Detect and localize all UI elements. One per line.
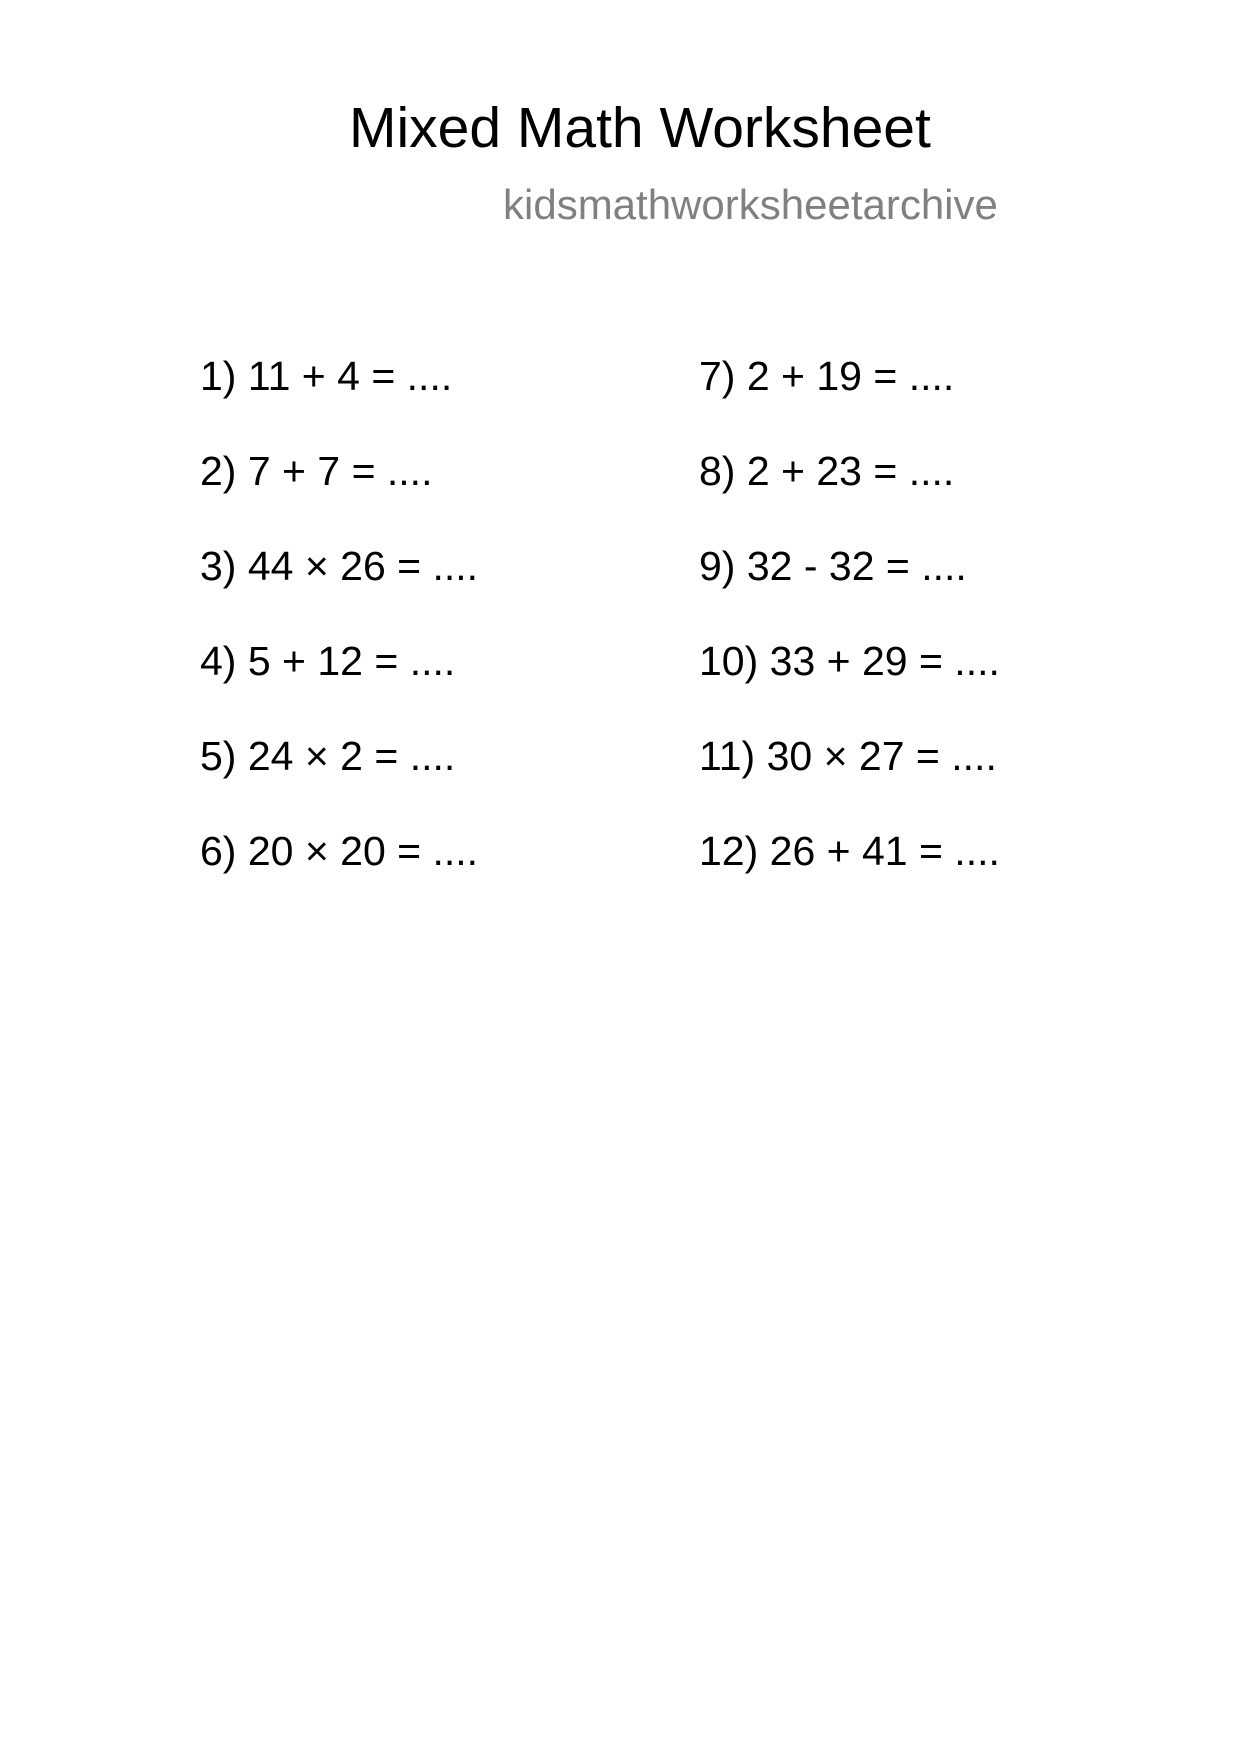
problem-9: 9) 32 - 32 = ....: [699, 543, 967, 589]
problems-right-column: [699, 352, 1000, 922]
problem-3: 3) 44 × 26 = ....: [200, 543, 479, 589]
problem-6: 6) 20 × 20 = ....: [200, 828, 479, 874]
problem-10: 10) 33 + 29 = ....: [699, 638, 1000, 684]
problem-12: 12) 26 + 41 = ....: [699, 828, 1000, 874]
problems-left-column: [200, 352, 478, 922]
problem-1: 1) 11 + 4 = ....: [200, 353, 453, 399]
problem-2: 2) 7 + 7 = ....: [200, 448, 433, 494]
problem-7: 7) 2 + 19 = ....: [699, 353, 955, 399]
problem-4: 4) 5 + 12 = ....: [200, 638, 456, 684]
problem-5: 5) 24 × 2 = ....: [200, 733, 456, 779]
worksheet-title: Mixed Math Worksheet: [349, 96, 931, 160]
worksheet-source: kidsmathworksheetarchive: [503, 181, 998, 228]
problem-11: 11) 30 × 27 = ....: [699, 733, 997, 779]
problem-8: 8) 2 + 23 = ....: [699, 448, 955, 494]
